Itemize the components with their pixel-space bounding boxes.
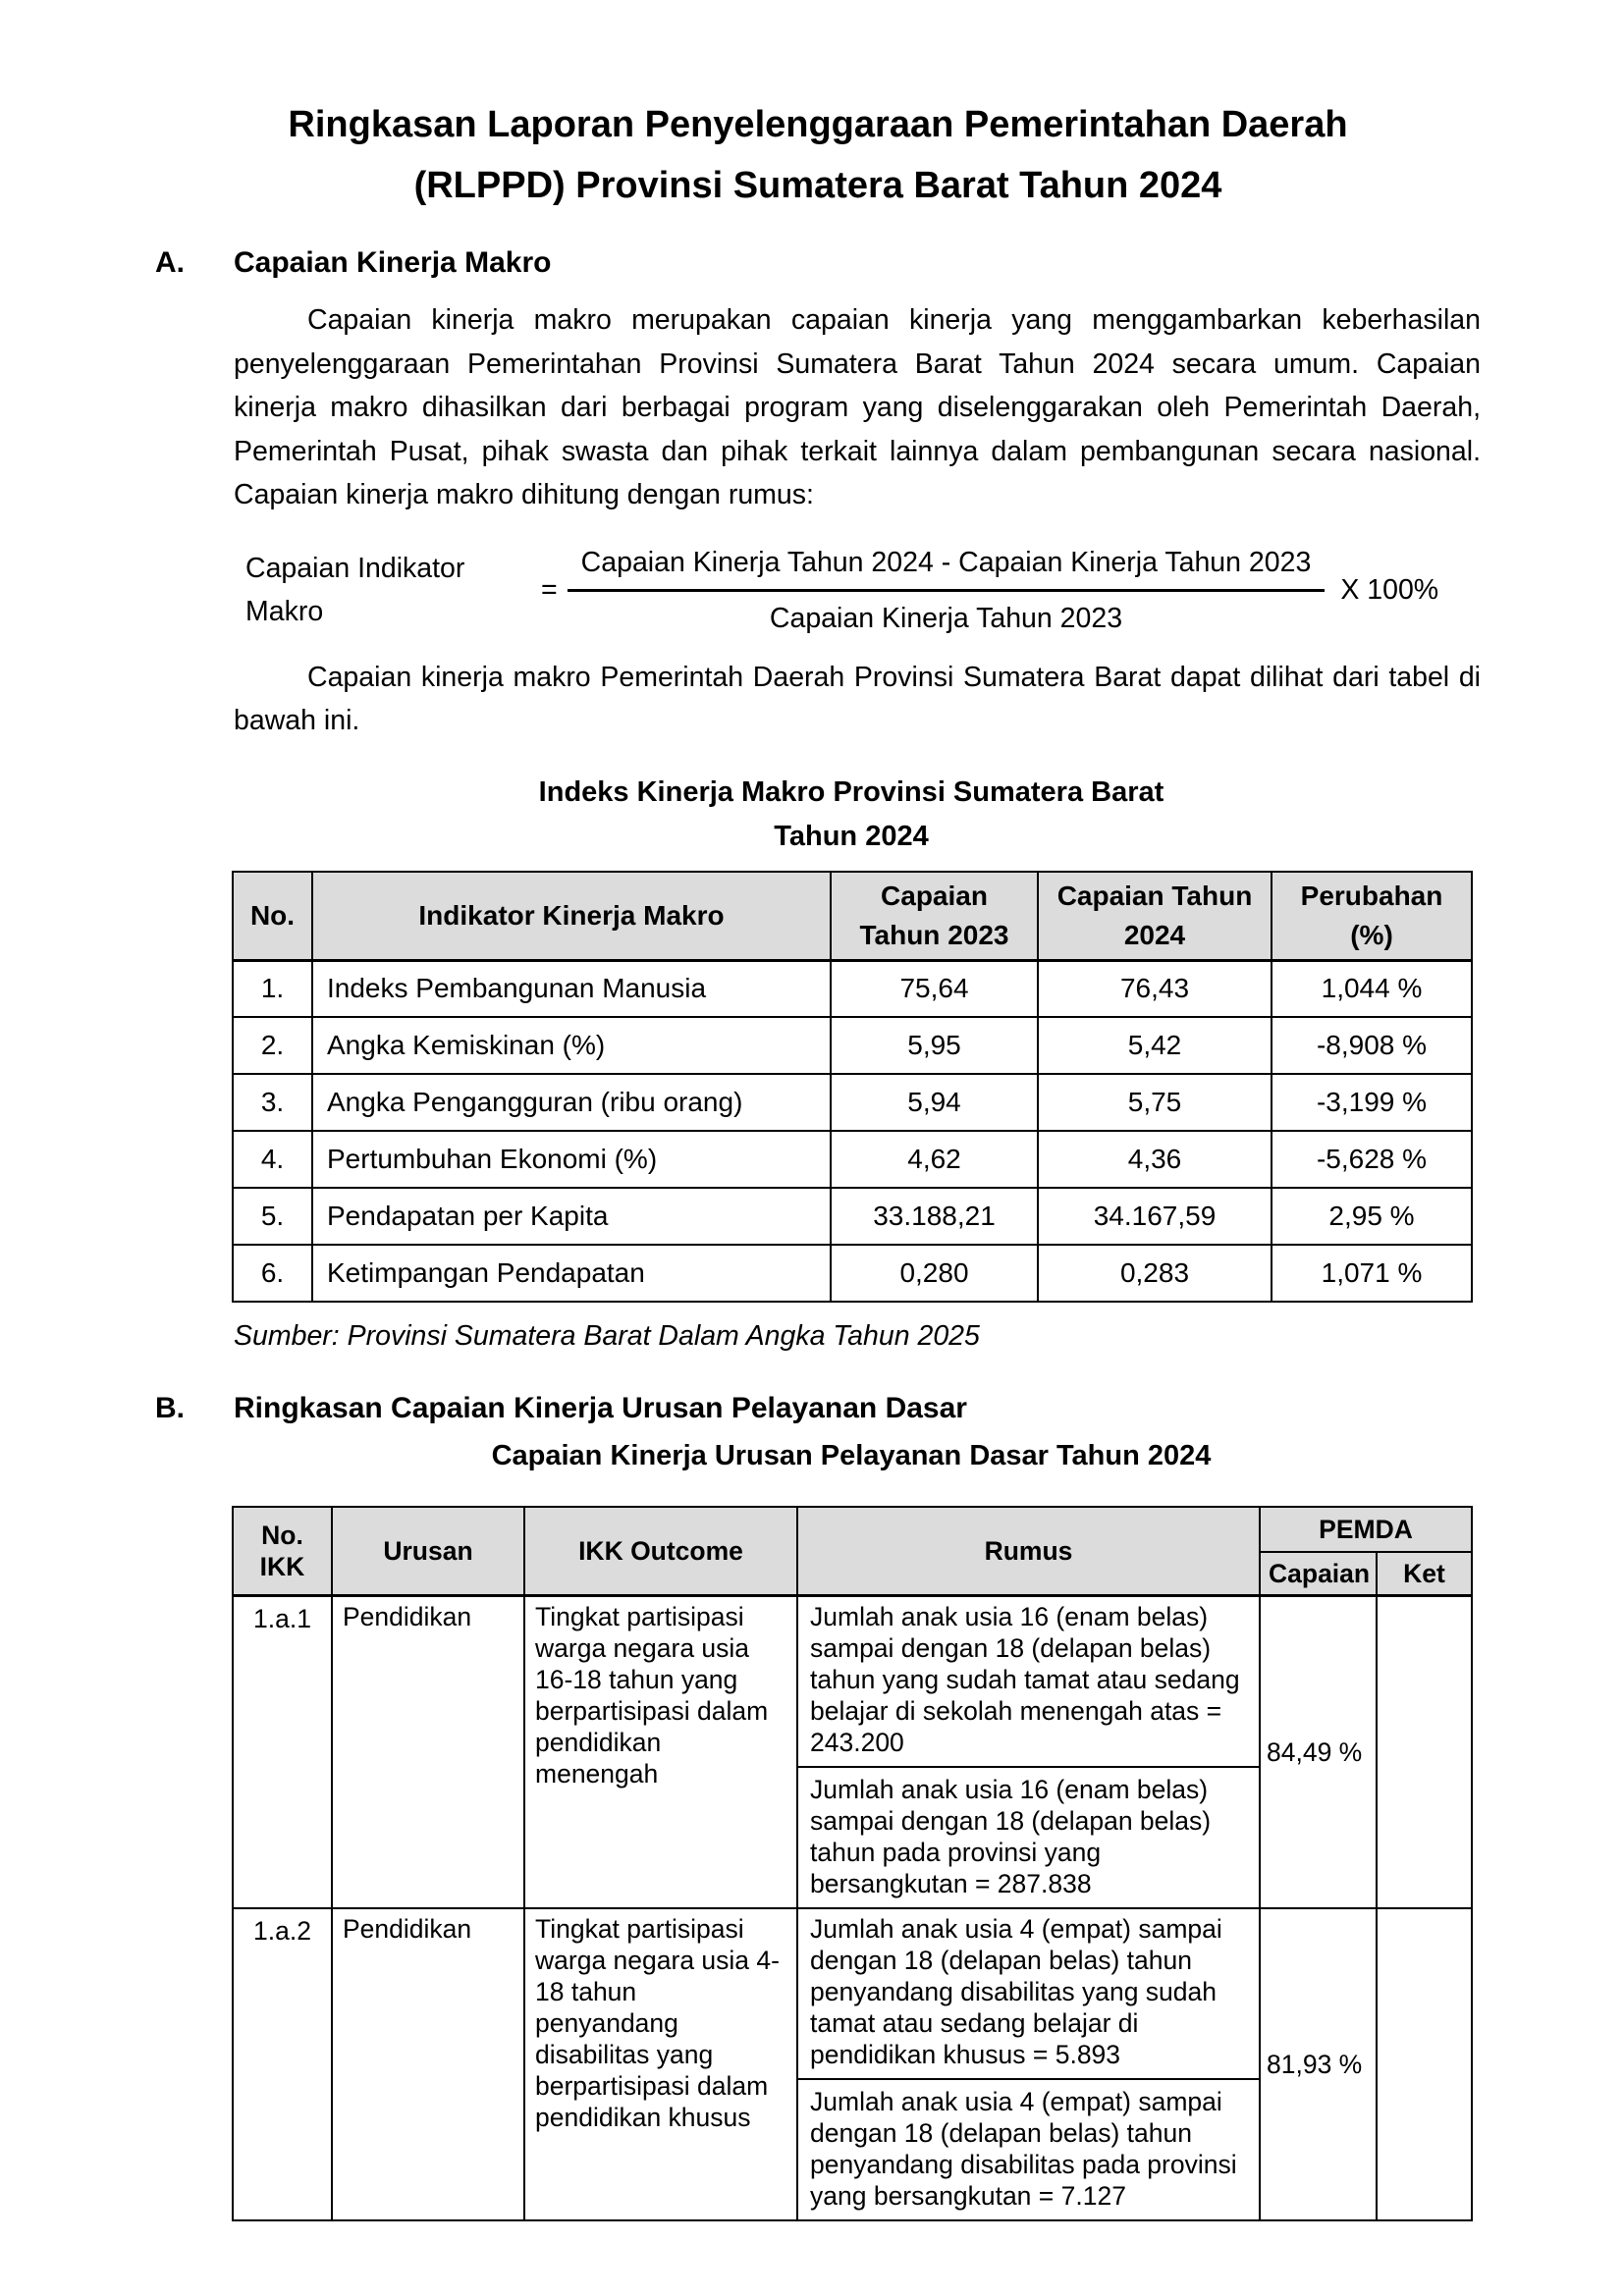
formula-multiplier: X 100% <box>1340 574 1439 606</box>
table2-header-pemda: PEMDA <box>1260 1507 1472 1552</box>
row-perubahan: -3,199 % <box>1272 1074 1472 1131</box>
row-ikk-outcome: Tingkat partisipasi warga negara usia 4-18 tahun penyandang disabilitas yang berpartisipasi dalam pendidikan khusus <box>524 1908 797 2220</box>
table1-header <box>233 872 1472 961</box>
table2-header-ket: Ket <box>1377 1552 1472 1595</box>
basic-services-performance-table <box>232 1506 1473 2221</box>
table1-title-line1: Indeks Kinerja Makro Provinsi Sumatera Barat <box>538 775 1164 808</box>
row-capaian-2023: 5,95 <box>831 1017 1038 1074</box>
row-perubahan: 2,95 % <box>1272 1188 1472 1245</box>
table1-header-perubahan: Perubahan (%) <box>1272 872 1472 961</box>
section-b-title: Ringkasan Capaian Kinerja Urusan Pelayanan Dasar <box>234 1392 967 1424</box>
row-perubahan: 1,044 % <box>1272 960 1472 1017</box>
rumus-numerator: Jumlah anak usia 16 (enam belas) sampai dengan 18 (delapan belas) tahun yang sudah tamat atau sedang belajar di sekolah menengah atas = 243.200 <box>798 1597 1259 1768</box>
table1-body <box>233 960 1472 1302</box>
row-no: 4. <box>233 1131 312 1188</box>
row-capaian-2024: 76,43 <box>1038 960 1272 1017</box>
table1-title-line2: Tahun 2024 <box>774 820 929 852</box>
table-row <box>233 960 1472 1017</box>
row-no: 2. <box>233 1017 312 1074</box>
row-rumus <box>797 1908 1260 2220</box>
row-indikator: Pendapatan per Kapita <box>312 1188 831 1245</box>
section-a-title: Capaian Kinerja Makro <box>234 246 552 279</box>
table-row <box>233 1245 1472 1302</box>
formula-denominator: Capaian Kinerja Tahun 2023 <box>769 602 1123 634</box>
row-indikator: Ketimpangan Pendapatan <box>312 1245 831 1302</box>
section-b-letter: B. <box>155 1392 185 1424</box>
table2-header-capaian: Capaian <box>1260 1552 1377 1595</box>
section-a-paragraph-1: Capaian kinerja makro merupakan capaian kinerja yang menggambarkan keberhasilan penyelenggaraan Pemerintahan Provinsi Sumatera Barat Tahun 2024 secara umum. Capaian kinerja makro dihasilkan dari berbagai program yang diselenggarakan oleh Pemerintah Daerah, Pemerintah Pusat, pihak swasta dan pihak terkait lainnya dalam pembangunan secara nasional. Capaian kinerja makro dihitung dengan rumus: <box>234 304 1481 510</box>
macro-performance-table <box>232 871 1473 1304</box>
rumus-numerator: Jumlah anak usia 4 (empat) sampai dengan 18 (delapan belas) tahun penyandang disabilitas yang sudah tamat atau sedang belajar di pendidikan khusus = 5.893 <box>798 1909 1259 2080</box>
section-a-letter: A. <box>155 246 185 279</box>
row-urusan: Pendidikan <box>332 1908 524 2220</box>
row-perubahan: -8,908 % <box>1272 1017 1472 1074</box>
row-capaian-2023: 0,280 <box>831 1245 1038 1302</box>
formula-label: Capaian Indikator Makro <box>245 553 465 627</box>
row-capaian-2023: 75,64 <box>831 960 1038 1017</box>
row-capaian: 81,93 % <box>1260 1908 1377 2220</box>
row-no-ikk: 1.a.2 <box>233 1908 332 2220</box>
row-ikk-outcome: Tingkat partisipasi warga negara usia 16-18 tahun yang berpartisipasi dalam pendidikan menengah <box>524 1595 797 1908</box>
table2-header-urusan: Urusan <box>332 1507 524 1595</box>
rumus-denominator: Jumlah anak usia 16 (enam belas) sampai dengan 18 (delapan belas) tahun pada provinsi yang bersangkutan = 287.838 <box>810 1774 1212 1898</box>
row-capaian-2024: 4,36 <box>1038 1131 1272 1188</box>
row-rumus <box>797 1595 1260 1908</box>
row-capaian-2023: 5,94 <box>831 1074 1038 1131</box>
row-capaian-2024: 34.167,59 <box>1038 1188 1272 1245</box>
macro-indicator-formula <box>245 541 1481 640</box>
table-row <box>233 1595 1472 1908</box>
row-no: 3. <box>233 1074 312 1131</box>
row-capaian-2023: 4,62 <box>831 1131 1038 1188</box>
row-no-ikk: 1.a.1 <box>233 1595 332 1908</box>
table1-source-note: Sumber: Provinsi Sumatera Barat Dalam Angka Tahun 2025 <box>234 1320 980 1352</box>
row-no: 1. <box>233 960 312 1017</box>
table-row <box>233 1074 1472 1131</box>
row-indikator: Angka Kemiskinan (%) <box>312 1017 831 1074</box>
row-capaian-2023: 33.188,21 <box>831 1188 1038 1245</box>
document-title <box>155 94 1481 216</box>
formula-numerator: Capaian Kinerja Tahun 2024 - Capaian Kinerja Tahun 2023 <box>568 541 1326 592</box>
table2-title: Capaian Kinerja Urusan Pelayanan Dasar Tahun 2024 <box>491 1440 1212 1471</box>
table1-title <box>232 771 1471 859</box>
formula-equals-sign: = <box>541 574 558 606</box>
row-capaian-2024: 5,75 <box>1038 1074 1272 1131</box>
document-title-line1: Ringkasan Laporan Penyelenggaraan Pemerintahan Daerah <box>288 104 1348 145</box>
row-capaian-2024: 0,283 <box>1038 1245 1272 1302</box>
row-capaian-2024: 5,42 <box>1038 1017 1272 1074</box>
section-b-heading <box>155 1389 1481 1428</box>
row-no: 5. <box>233 1188 312 1245</box>
table2-header-row-1 <box>233 1507 1472 1552</box>
table1-header-capaian-2023: Capaian Tahun 2023 <box>831 872 1038 961</box>
section-a-paragraph-2: Capaian kinerja makro Pemerintah Daerah Provinsi Sumatera Barat dapat dilihat dari tabel di bawah ini. <box>234 661 1481 736</box>
table-row <box>233 1188 1472 1245</box>
rumus-denominator: Jumlah anak usia 4 (empat) sampai dengan 18 (delapan belas) tahun penyandang disabilitas pada provinsi yang bersangkutan = 7.127 <box>810 2086 1237 2211</box>
table1-header-no: No. <box>233 872 312 961</box>
table1-header-row <box>233 872 1472 961</box>
row-indikator: Pertumbuhan Ekonomi (%) <box>312 1131 831 1188</box>
table2-body <box>233 1595 1472 2220</box>
table-row <box>233 1017 1472 1074</box>
row-ket <box>1377 1908 1472 2220</box>
table2-header-ikk-outcome: IKK Outcome <box>524 1507 797 1595</box>
table2-header-no-ikk: No. IKK <box>233 1507 332 1595</box>
table2-header <box>233 1507 1472 1595</box>
row-perubahan: 1,071 % <box>1272 1245 1472 1302</box>
row-capaian: 84,49 % <box>1260 1595 1377 1908</box>
table1-header-capaian-2024: Capaian Tahun 2024 <box>1038 872 1272 961</box>
row-no: 6. <box>233 1245 312 1302</box>
table-row <box>233 1131 1472 1188</box>
row-indikator: Indeks Pembangunan Manusia <box>312 960 831 1017</box>
table2-header-rumus: Rumus <box>797 1507 1260 1595</box>
section-a-heading <box>155 243 1481 283</box>
table1-header-indikator: Indikator Kinerja Makro <box>312 872 831 961</box>
document-title-line2: (RLPPD) Provinsi Sumatera Barat Tahun 2024 <box>413 165 1222 206</box>
row-indikator: Angka Pengangguran (ribu orang) <box>312 1074 831 1131</box>
row-urusan: Pendidikan <box>332 1595 524 1908</box>
formula-fraction <box>568 541 1326 640</box>
row-ket <box>1377 1595 1472 1908</box>
row-perubahan: -5,628 % <box>1272 1131 1472 1188</box>
table-row <box>233 1908 1472 2220</box>
